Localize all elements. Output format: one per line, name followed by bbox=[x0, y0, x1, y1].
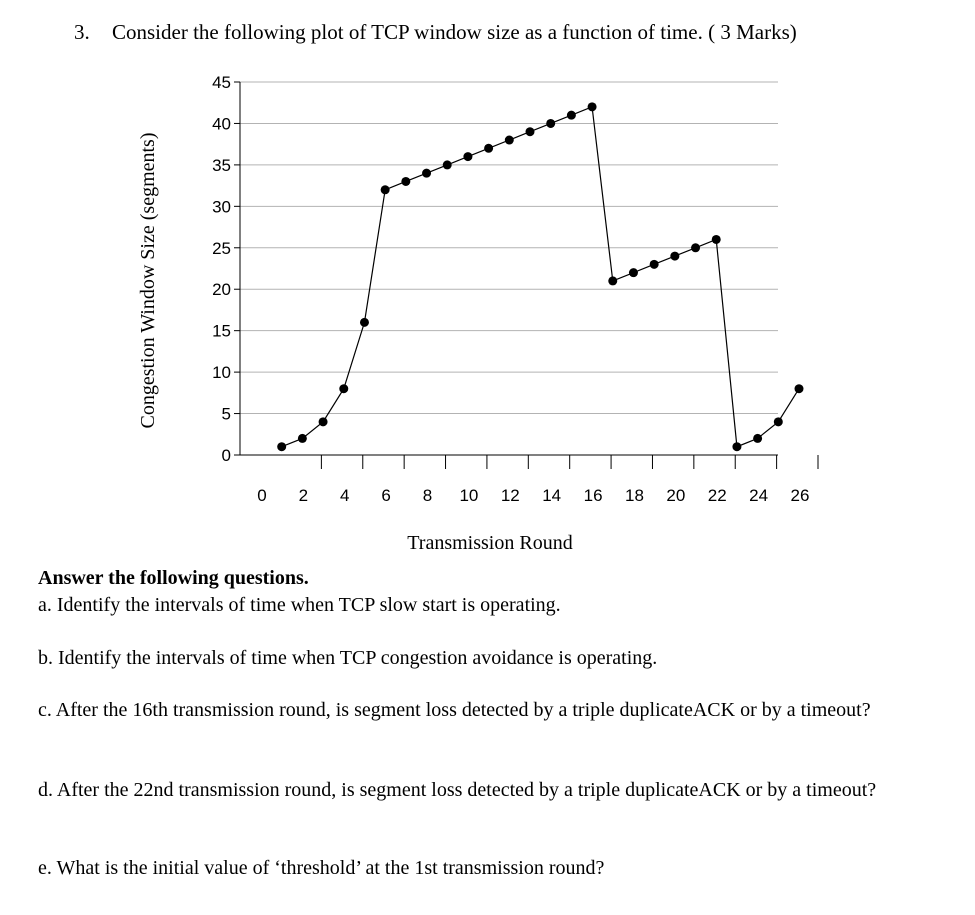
y-tick-label: 15 bbox=[212, 321, 231, 341]
x-tick-label: 2 bbox=[298, 486, 309, 505]
data-point bbox=[629, 268, 638, 277]
y-tick-label: 30 bbox=[212, 197, 231, 217]
x-tick-label: 10 bbox=[459, 486, 479, 505]
answers-heading: Answer the following questions. bbox=[38, 567, 309, 589]
data-point bbox=[319, 417, 328, 426]
x-axis-title: Transmission Round bbox=[407, 532, 573, 554]
question-b: b. Identify the intervals of time when TCP congestion avoidance is operating. bbox=[38, 647, 658, 669]
data-point bbox=[484, 144, 493, 153]
x-tick-label: 22 bbox=[707, 486, 727, 505]
data-point bbox=[650, 260, 659, 269]
data-point bbox=[526, 127, 535, 136]
x-tick-label: 12 bbox=[500, 486, 520, 505]
data-point bbox=[712, 235, 721, 244]
x-tick-label: 14 bbox=[542, 486, 562, 505]
data-point bbox=[546, 119, 555, 128]
y-axis-title: Congestion Window Size (segments) bbox=[137, 132, 159, 429]
x-tick-label: 0 bbox=[257, 486, 267, 505]
y-tick-label: 35 bbox=[212, 155, 231, 175]
data-point bbox=[670, 252, 679, 261]
x-tick-label: 4 bbox=[340, 486, 350, 505]
data-point bbox=[795, 384, 804, 393]
data-point bbox=[774, 417, 783, 426]
data-point bbox=[422, 169, 431, 178]
data-point bbox=[588, 102, 597, 111]
data-point bbox=[298, 434, 307, 443]
y-tick-label: 10 bbox=[212, 363, 231, 383]
data-point bbox=[360, 318, 369, 327]
data-point bbox=[277, 442, 286, 451]
question-e: e. What is the initial value of ‘threshold’ at the 1st transmission round? bbox=[38, 857, 605, 879]
data-point bbox=[381, 185, 390, 194]
data-point bbox=[691, 243, 700, 252]
x-tick-label: 16 bbox=[583, 486, 603, 505]
y-tick-label: 40 bbox=[212, 114, 231, 134]
question-title bbox=[74, 20, 797, 45]
data-point bbox=[339, 384, 348, 393]
y-tick-label: 5 bbox=[221, 404, 231, 424]
series-line bbox=[282, 107, 799, 447]
x-tick-label: 8 bbox=[422, 486, 433, 505]
data-point bbox=[401, 177, 410, 186]
question-text: Consider the following plot of TCP window size as a function of time. ( 3 Marks) bbox=[112, 20, 797, 44]
data-point bbox=[463, 152, 472, 161]
y-tick-label: 0 bbox=[221, 446, 231, 465]
x-tick-label: 24 bbox=[749, 486, 769, 505]
x-tick-label: 6 bbox=[381, 486, 391, 505]
tcp-window-chart bbox=[0, 60, 975, 560]
x-tick-label: 18 bbox=[625, 486, 644, 505]
x-tick-label: 20 bbox=[666, 486, 686, 505]
question-c: c. After the 16th transmission round, is segment loss detected by a triple duplicateACK or by a timeout? bbox=[38, 699, 871, 721]
x-tick-label: 26 bbox=[790, 486, 810, 505]
question-d: d. After the 22nd transmission round, is segment loss detected by a triple duplicateACK or by a timeout? bbox=[38, 779, 877, 801]
data-point bbox=[608, 276, 617, 285]
y-tick-label: 20 bbox=[212, 280, 231, 300]
question-number: 3. bbox=[74, 20, 90, 44]
data-point bbox=[732, 442, 741, 451]
y-tick-label: 45 bbox=[212, 73, 231, 92]
question-a: a. Identify the intervals of time when TCP slow start is operating. bbox=[38, 594, 561, 616]
data-point bbox=[443, 160, 452, 169]
data-point bbox=[753, 434, 762, 443]
data-point bbox=[505, 136, 514, 145]
data-point bbox=[567, 111, 576, 120]
y-tick-label: 25 bbox=[212, 238, 231, 258]
